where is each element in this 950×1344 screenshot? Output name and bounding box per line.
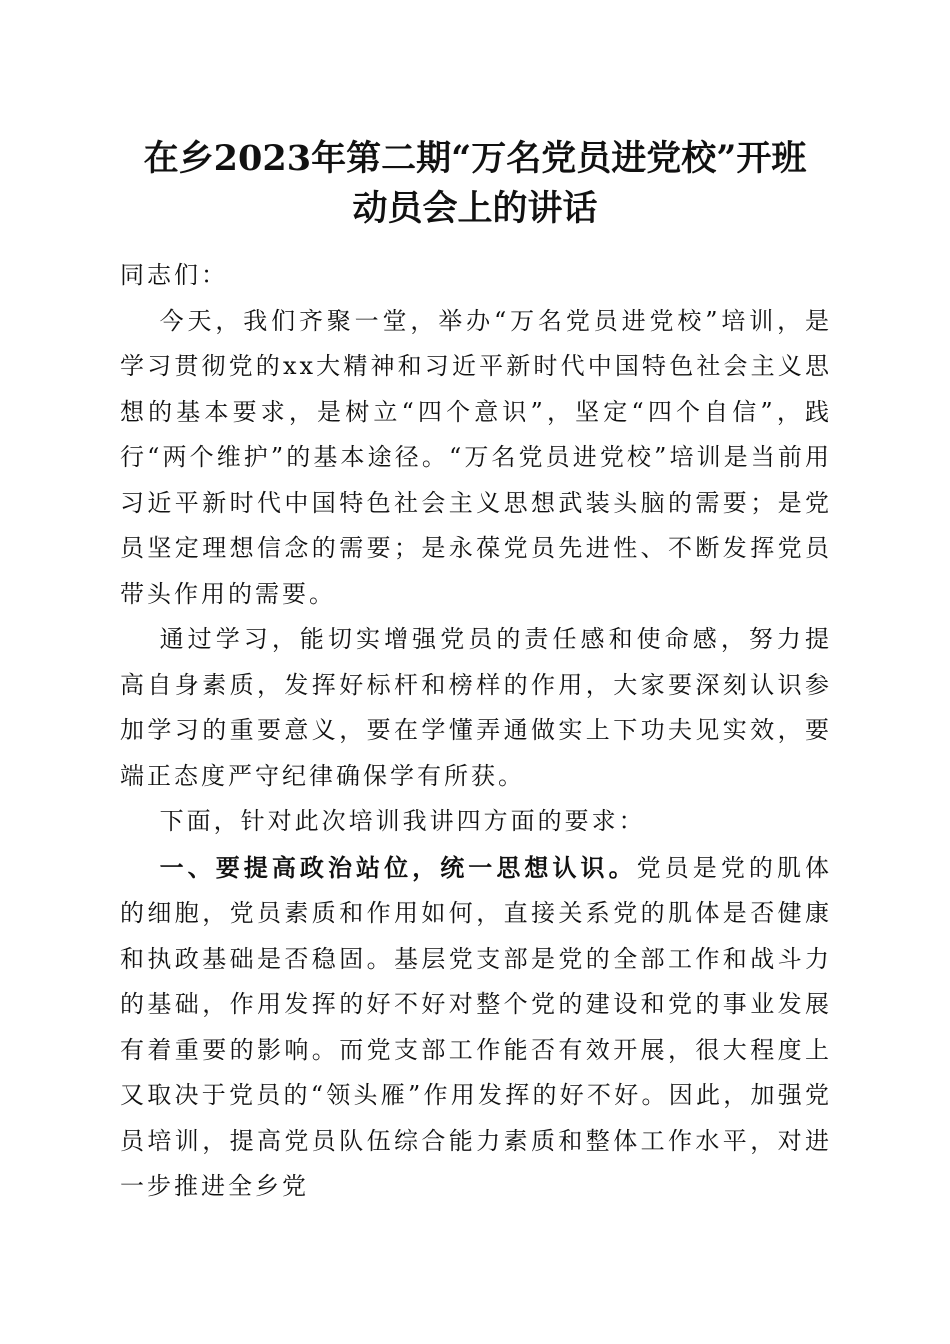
paragraph-2: 通过学习，能切实增强党员的责任感和使命感，努力提高自身素质，发挥好标杆和榜样的作用，大家要深刻认识参加学习的重要意义，要在学懂弄通做实上下功夫见实效，要端正态度严守纪律确保学有所获。 [120,625,832,790]
section-1-heading: 一、要提高政治站位，统一思想认识。 [159,852,637,882]
paragraph-3: 下面，针对此次培训我讲四方面的要求： [159,807,646,835]
document-body [120,253,832,1210]
paragraph-1: 今天，我们齐聚一堂，举办“万名党员进党校”培训，是学习贯彻党的xx大精神和习近平新时代中国特色社会主义思想的基本要求，是树立“四个意识”，坚定“四个自信”，践行“两个维护”的基本途径。“万名党员进党校”培训是当前用习近平新时代中国特色社会主义思想武装头脑的需要；是党员坚定理想信念的需要；是永葆党员先进性、不断发挥党员带头作用的需要。 [120,306,832,608]
document-title [100,134,850,234]
section-1 [120,845,832,1210]
title-line-1: 在乡2023年第二期“万名党员进党校”开班 [143,138,807,179]
title-line-2: 动员会上的讲话 [352,188,598,229]
section-1-text: 党员是党的肌体的细胞，党员素质和作用如何，直接关系党的肌体是否健康和执政基础是否稳固。基层党支部是党的全部工作和战斗力的基础，作用发挥的好不好对整个党的建设和党的事业发展有着重要的影响。而党支部工作能否有效开展，很大程度上又取决于党员的“领头雁”作用发挥的好不好。因此，加强党员培训，提高党员队伍综合能力素质和整体工作水平，对进一步推进全乡党 [120,853,833,1200]
greeting: 同志们： [120,261,228,289]
